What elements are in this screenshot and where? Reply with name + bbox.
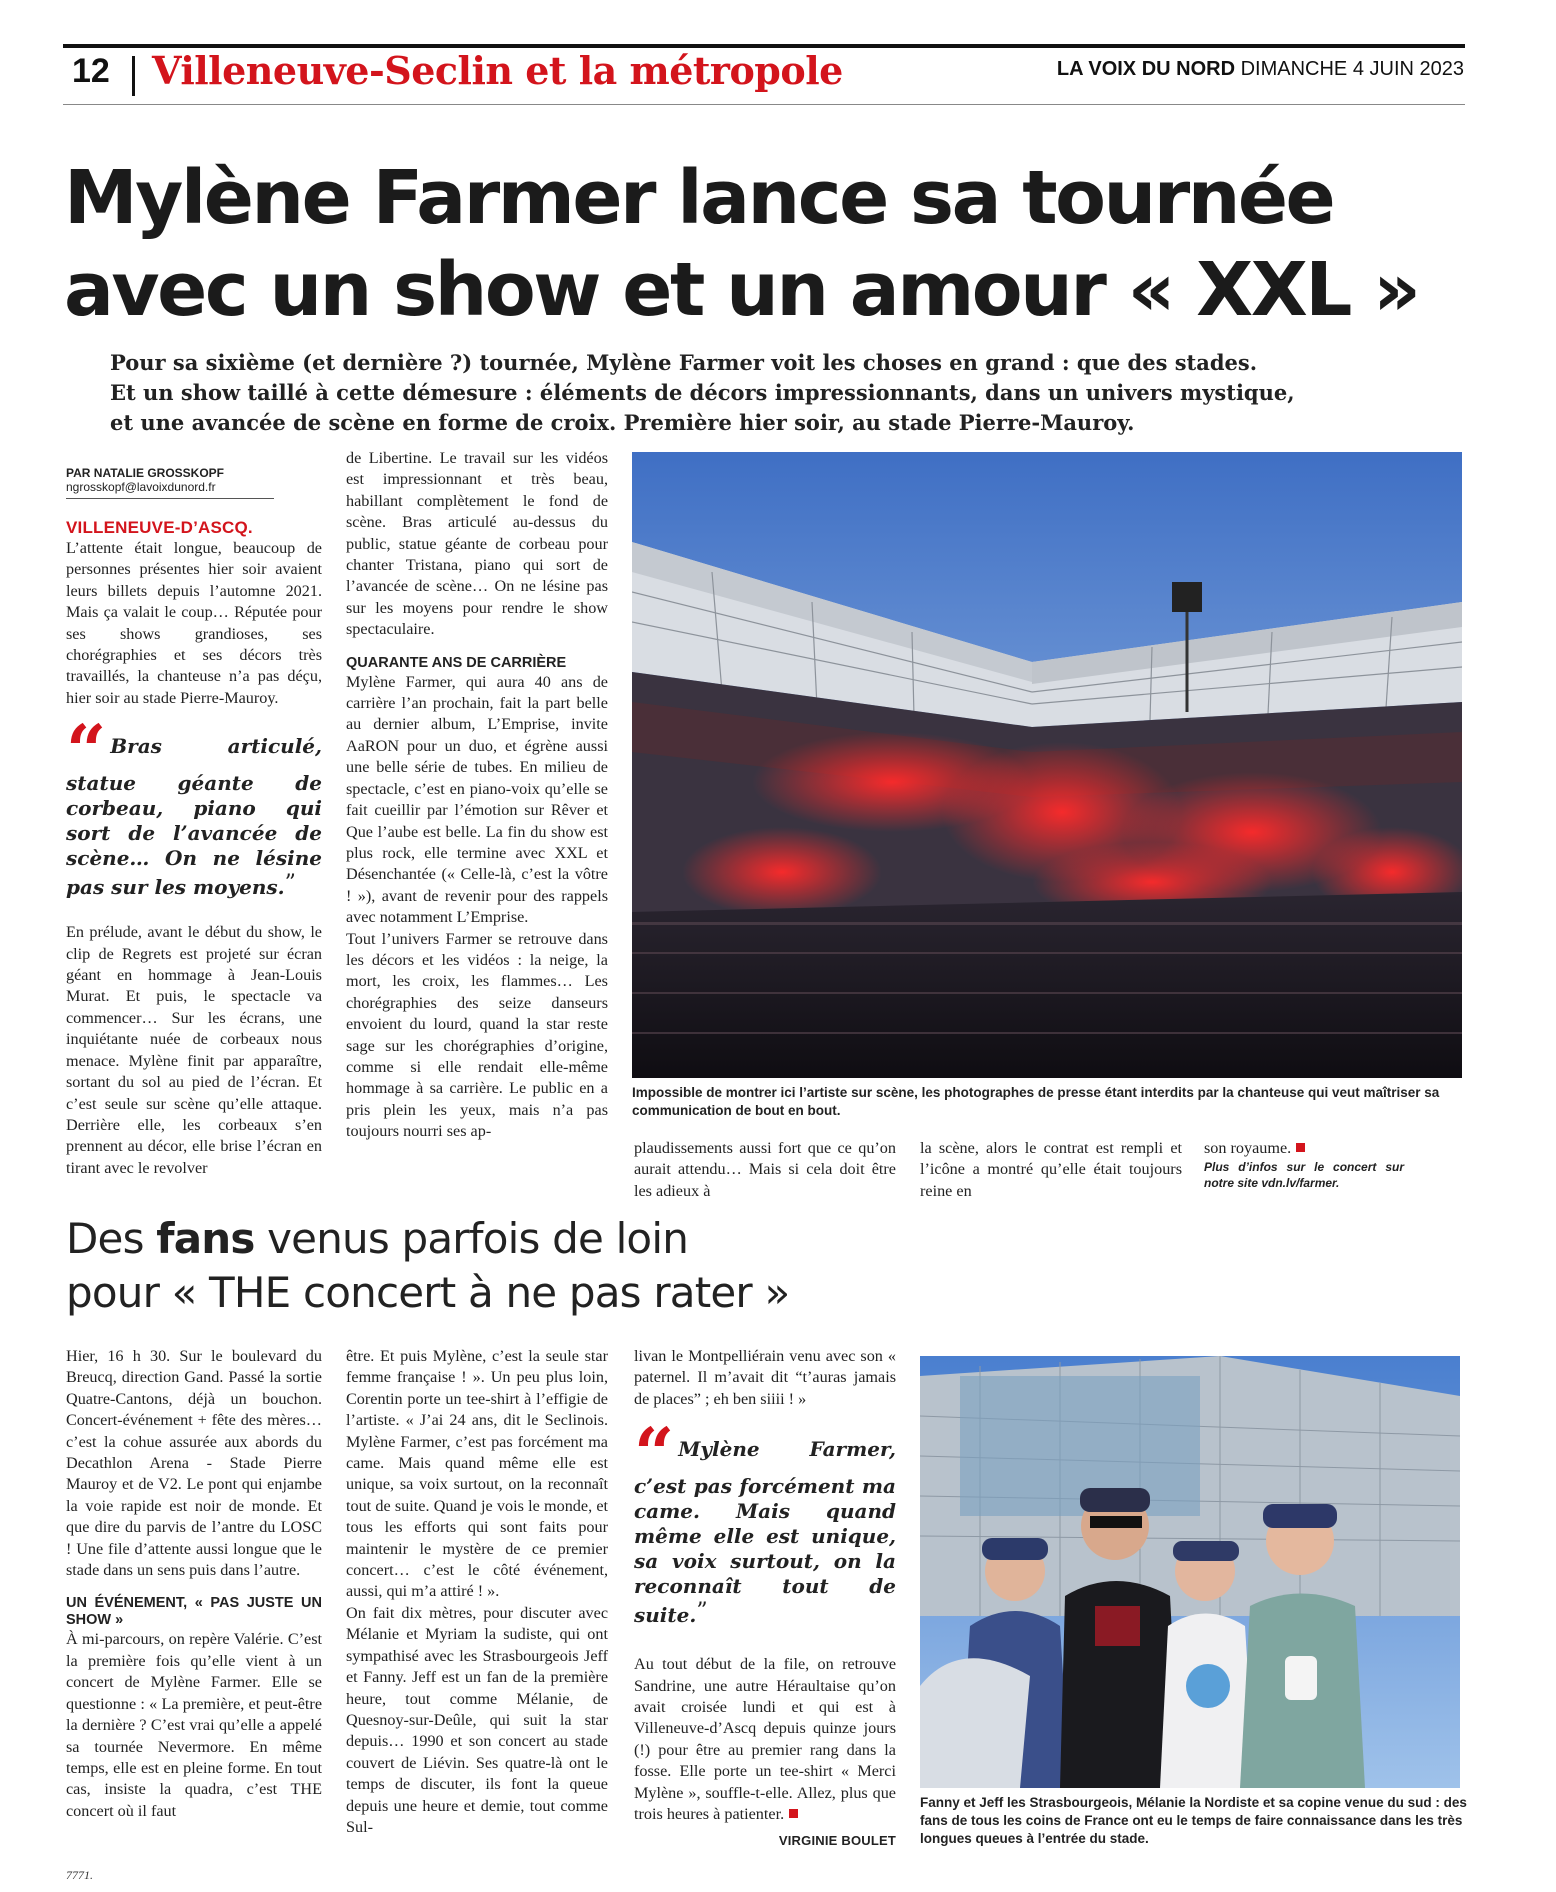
second-headline [66, 1212, 966, 1320]
paragraph: être. Et puis Mylène, c’est la seule star femme française ! ». Un peu plus loin, Corentin porte un tee-shirt à l’effigie de l’artiste. « J’ai 24 ans, dit le Seclinois. Mylène Farmer, c’est pas forcément ma came. Mais quand même elle est unique, sa voix surtout, on la reconnaît tout de suite. Quand je vois le monde, et tous les efforts qui sont faits pour maintenir le mystère de ce premier concert… c’est le côté événement, aussi, qui m’a attiré ! ». [346, 1347, 608, 1601]
author-email[interactable]: ngrosskopf@lavoixdunord.fr [66, 480, 216, 494]
second-headline-line-2: pour « THE concert à ne pas rater » [66, 1268, 790, 1317]
second-column-2 [346, 1346, 608, 1838]
paragraph: plaudissements aussi fort que ce qu’on aurait attendu… Mais si cela doit être les adieux à [634, 1139, 896, 1200]
banner-text: venus parfois de loin [254, 1214, 689, 1263]
headline [64, 152, 1484, 336]
pull-quote [66, 709, 322, 900]
signature: VIRGINIE BOULET [778, 1833, 896, 1849]
paragraph: L’attente était longue, beaucoup de personnes présentes hier soir avaient leurs billets depuis l’automne 2021. Mais ça valait le coup… Réputée pour ses shows grandioses, ses chorégraphies et ses décors très travaillés, la chanteuse n’a pas déçu, hier soir au stade Pierre-Mauroy. [66, 539, 322, 707]
quote-mark-icon: “ [66, 709, 107, 793]
photo-caption-1: Impossible de montrer ici l’artiste sur scène, les photographes de presse étant interdits par la chanteuse qui veut maîtriser sa communication de bout en bout. [632, 1085, 1440, 1118]
stadium-image [632, 452, 1462, 1078]
fans-photo [920, 1356, 1460, 1788]
paragraph: Tout l’univers Farmer se retrouve dans les décors et les vidéos : la neige, la mort, les croix, les flammes… Les chorégraphies des seize danseurs envoient du lourd, quand la star reste sage sur les chorégraphies d’origine, comme si elle rendait elle-même hommage à sa carrière. Le public en a pris plein les yeux, mais n’a pas toujours nourri ses ap- [346, 929, 608, 1141]
section-title: Villeneuve-Seclin et la métropole [152, 48, 843, 93]
masthead [1057, 58, 1464, 81]
paragraph: En prélude, avant le début du show, le clip de Regrets est projeté sur écran géant en hommage à Jean-Louis Murat. Et puis, le spectacle va commencer… Sur les écrans, une inquiétante nuée de corbeaux nous menace. Mylène finit par apparaître, sortant du sol au pied de l’écran. Et c’est seule sur scène qu’elle attaque. Derrière elle, les corbeaux s’en prennent au décor, elle brise l’écran en tirant avec le revolver [66, 923, 322, 1177]
author-byline: PAR NATALIE GROSSKOPF [66, 466, 225, 480]
chapo [110, 348, 1410, 438]
article-column-2 [346, 448, 608, 1143]
header-underline [63, 104, 1465, 105]
closing-text: son royaume. [1204, 1139, 1292, 1157]
end-mark-icon [1296, 1143, 1305, 1152]
paragraph [1204, 1138, 1404, 1159]
end-mark-icon [789, 1809, 798, 1818]
paragraph: livan le Montpelliérain venu avec son « paternel. Il m’avait dit “t’auras jamais de places” ; eh ben siiii ! » [634, 1347, 896, 1408]
pull-quote-2 [634, 1412, 896, 1628]
more-info-link[interactable]: Plus d’infos sur le concert sur notre site vdn.lv/farmer. [1204, 1160, 1404, 1191]
paragraph: À mi-parcours, on repère Valérie. C’est la première fois qu’elle vient à un concert de Mylène Farmer. Elle se questionne : « La première, et peut-être la dernière ? C’est vrai qu’elle a appelé sa tournée Nevermore. En même temps, elle est en pleine forme. En tout cas, insiste la quadra, c’est THE concert où il faut [66, 1630, 322, 1820]
banner-text: Des [66, 1214, 157, 1263]
paragraph: de Libertine. Le travail sur les vidéos est impressionnant et très beau, habillant complètement le fond de scène. Bras articulé au-dessus du public, statue géante de corbeau pour chanter Tristana, piano qui sort de l’avancée de scène… On ne lésine pas sur les moyens pour rendre le show spectaculaire. [346, 449, 608, 639]
issue-date: DIMANCHE 4 JUIN 2023 [1240, 58, 1464, 80]
article-column-3 [634, 1138, 896, 1202]
dateline: VILLENEUVE-D’ASCQ. [66, 518, 253, 537]
paragraph: Hier, 16 h 30. Sur le boulevard du Breucq, direction Gand. Passé la sortie Quatre-Cantons, déjà un bouchon. Concert-événement + fête des mères… c’est la cohue assurée aux abords du Decathlon Arena - Stade Pierre Mauroy et de V2. Le pont qui enjambe la voie rapide est noir de monde. Et que dire du parvis de l’antre du LOSC ! Une file d’attente aussi longue que le stade dans un sens puis dans l’autre. [66, 1347, 322, 1580]
paragraph: la scène, alors le contrat est rempli et l’icône a montré qu’elle était toujours reine en [920, 1139, 1182, 1200]
second-column-3 [634, 1346, 896, 1848]
page-number: 12 [72, 52, 110, 90]
folio: 7771. [66, 1868, 93, 1882]
paragraph: On fait dix mètres, pour discuter avec Mélanie et Myriam la sudiste, qui ont sympathisé avec les Strasbourgeois Jeff et Fanny. Jeff est un fan de la première heure, tout comme Mélanie, de Quesnoy-sur-Deûle, qui suit la star depuis… 1990 et son concert au stade couvert de Liévin. Ses quatre-là ont le temps de discuter, ils font la queue depuis une heure et demie, tout comme Sul- [346, 1603, 608, 1836]
stadium-photo [632, 452, 1462, 1078]
banner-bold: fans [156, 1214, 255, 1263]
headline-line-2: avec un show et un amour « XXL » [64, 247, 1419, 333]
author-rule [66, 498, 274, 499]
fans-image [920, 1356, 1460, 1788]
quote-close-icon: ” [696, 1599, 708, 1625]
paragraph: Mylène Farmer, qui aura 40 ans de carrière l’an prochain, fait la part belle au dernier album, L’Emprise, invite AaRON pour un duo, et égrène aussi une belle série de tubes. En milieu de spectacle, c’est en piano-voix qu’elle se fait cueillir par l’émotion sur Rêver et Que l’aube est belle. La fin du show est plus rock, elle termine avec XXL et Désenchantée (« Celle-là, c’est la vôtre ! »), avant de revenir pour des rappels avec notamment L’Emprise. [346, 672, 608, 927]
pull-quote-text: Bras articulé, statue géante de corbeau, piano qui sort de l’avancée de scène… On ne lésine pas sur les moyens. [66, 734, 322, 900]
photo-caption-2: Fanny et Jeff les Strasbourgeois, Mélanie la Nordiste et sa copine venue du sud : des fans de tous les coins de France ont eu le temps de faire connaissance dans les très longues queues à l’entrée du stade. [920, 1795, 1467, 1846]
chapo-line-2: Et un show taillé à cette démesure : éléments de décors impressionnants, dans un univers mystique, [110, 380, 1295, 405]
headline-line-1: Mylène Farmer lance sa tournée [64, 155, 1334, 241]
second-headline-line-1 [66, 1212, 966, 1266]
subheading: UN ÉVÉNEMENT, « PAS JUSTE UN SHOW » [66, 1595, 322, 1629]
paragraph [634, 1654, 896, 1825]
second-column-1 [66, 1346, 322, 1822]
article-column-4 [920, 1138, 1182, 1202]
quote-mark-icon: “ [634, 1412, 675, 1496]
header-separator [132, 56, 135, 96]
article-column-5 [1204, 1138, 1404, 1191]
paragraph-text: Au tout début de la file, on retrouve Sandrine, une autre Héraultaise qu’on avait croisée lundi et qui est à Villeneuve-d’Ascq depuis quinze jours (!) pour être au premier rang dans la fosse. Elle porte un tee-shirt « Merci Mylène », souffle-t-elle. Allez, plus que trois heures à patienter. [634, 1655, 896, 1824]
article-column-1 [66, 466, 322, 1179]
quote-close-icon: ” [284, 871, 296, 897]
newspaper-name: LA VOIX DU NORD [1056, 58, 1236, 80]
chapo-line-3: et une avancée de scène en forme de croix. Première hier soir, au stade Pierre-Mauroy. [110, 410, 1135, 435]
pull-quote-text: Mylène Farmer, c’est pas forcément ma came. Mais quand même elle est unique, sa voix surtout, on la reconnaît tout de suite. [634, 1437, 896, 1628]
chapo-line-1: Pour sa sixième (et dernière ?) tournée, Mylène Farmer voit les choses en grand : que des stades. [110, 350, 1258, 375]
subheading: QUARANTE ANS DE CARRIÈRE [346, 654, 567, 671]
